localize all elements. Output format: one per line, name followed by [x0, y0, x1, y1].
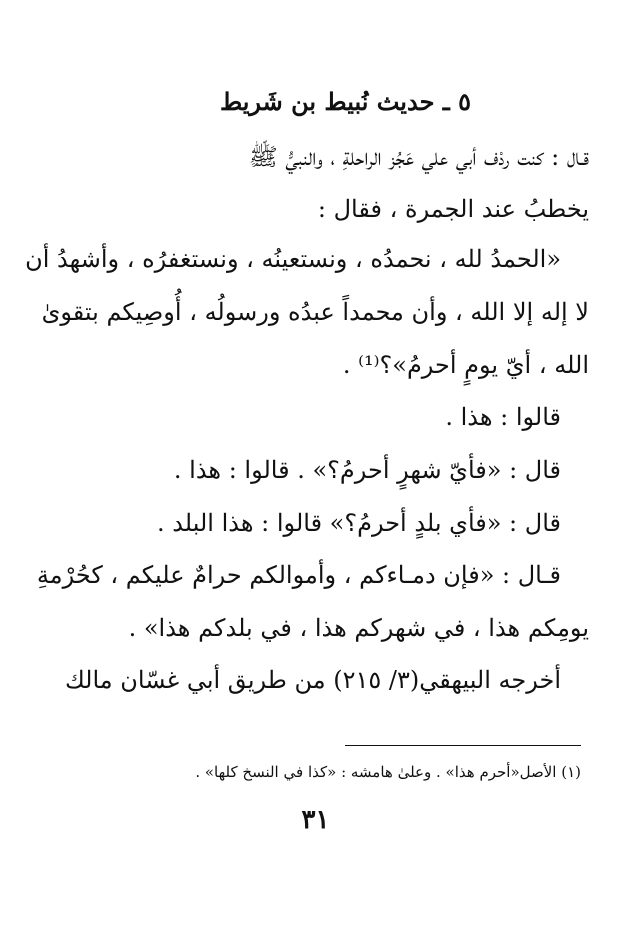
body-line-3: «الحمدُ لله ، نحمدُه ، ونستعينُه ، ونستغفرُه ، وأشهدُ أن	[25, 245, 561, 273]
body-line-6: قالوا : هذا .	[445, 403, 561, 431]
body-line-10: يومِكم هذا ، في شهركم هذا ، في بلدكم هذا» .	[128, 614, 589, 642]
page-number: ٣١	[301, 805, 330, 835]
body-line-4: لا إله إلا الله ، وأن محمداً عبدُه ورسولُه ، أُوصِيكم بتقوىٰ	[41, 298, 589, 326]
body-line-5: الله ، أيّ يومٍ أحرمُ»؟⁽¹⁾ .	[342, 351, 589, 379]
body-line-9: قـال : «فإن دمـاءكم ، وأموالكم حرامٌ عليكم ، كحُرْمةِ	[36, 561, 561, 589]
body-line-11: أخرجه البيهقي(٣/ ٢١٥) من طريق أبي غسّان مالك	[64, 666, 561, 694]
body-line-1: قـال : كنت ردْف أبي علي عَجُز الراحلةِ ، والنبيُّ ﷺ	[248, 143, 589, 171]
footnote: (١) الأصل«أحرم هذا» . وعلىٰ هامشه : «كذا في النسخ كلها» .	[195, 763, 581, 781]
footnote-divider	[345, 745, 581, 746]
body-line-8: قال : «فأي بلدٍ أحرمُ؟» قالوا : هذا البلد .	[156, 509, 561, 537]
hadith-heading: ٥ ـ حديث نُبيط بن شَريط	[219, 87, 472, 116]
body-line-2: يخطبُ عند الجمرة ، فقال :	[317, 195, 589, 223]
body-line-7: قال : «فأيّ شهرٍ أحرمُ؟» . قالوا : هذا .	[173, 456, 561, 484]
